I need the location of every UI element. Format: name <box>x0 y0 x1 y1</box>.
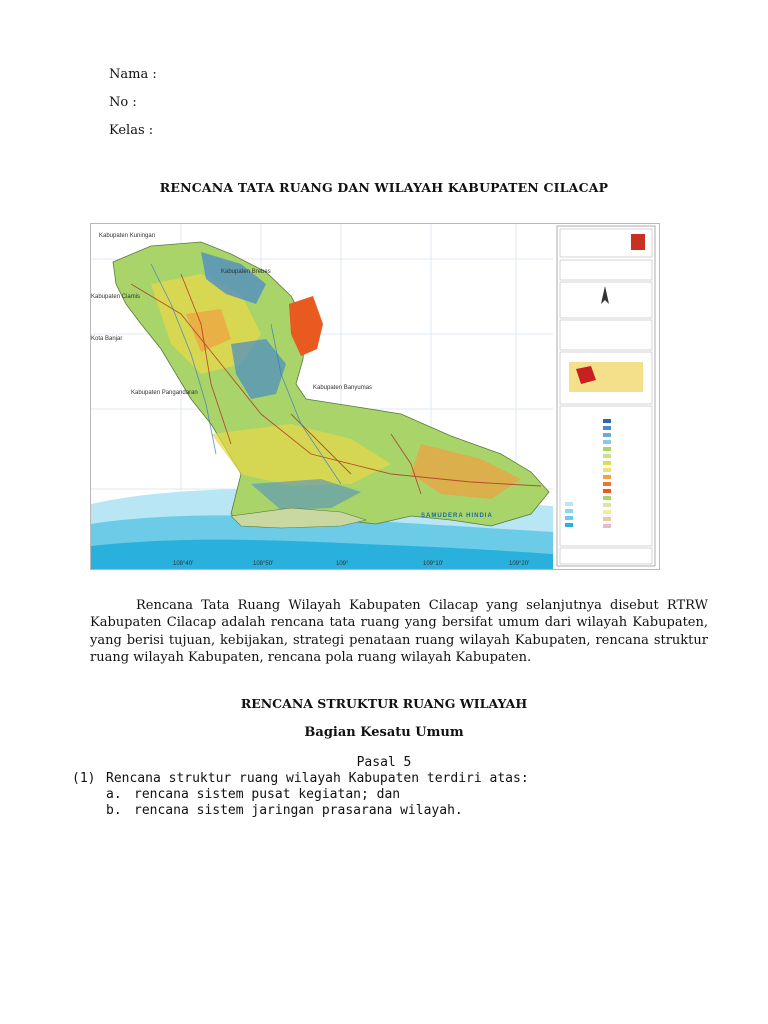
item-text: Rencana struktur ruang wilayah Kabupaten terdiri atas: <box>106 771 529 786</box>
map-legend-panel <box>557 226 655 566</box>
regional-map <box>90 223 660 570</box>
map-svg <box>91 224 659 569</box>
label-banjar: Kota Banjar <box>91 336 123 342</box>
subitem-a-letter: a. <box>106 787 122 802</box>
label-kuningan: Kabupaten Kuningan <box>99 233 156 239</box>
number-field-label: No : <box>109 95 137 110</box>
section-heading: RENCANA STRUKTUR RUANG WILAYAH <box>240 696 528 711</box>
class-field-label: Kelas : <box>109 123 154 138</box>
subitem-a-text: rencana sistem pusat kegiatan; dan <box>134 787 401 802</box>
label-lon-4: 109°10' <box>423 561 444 567</box>
article-title: Pasal 5 <box>356 755 412 770</box>
label-ciamis: Kabupaten Ciamis <box>91 294 141 300</box>
label-lon-5: 109°20' <box>509 561 530 567</box>
intro-paragraph: Rencana Tata Ruang Wilayah Kabupaten Cilacap yang selanjutnya disebut RTRW Kabupaten Cilacap adalah rencana tata ruang yang bersifat umum dari wilayah Kabupaten, yang berisi tujuan, kebijakan, strategi penataan ruang wilayah Kabupaten, rencana struktur ruang wilayah Kabupaten, rencana pola ruang wilayah Kabupaten. <box>90 598 708 666</box>
name-field-label: Nama : <box>109 67 157 82</box>
section-subheading: Bagian Kesatu Umum <box>304 725 464 740</box>
label-ocean: SAMUDERA HINDIA <box>421 513 493 519</box>
label-brebes: Kabupaten Brebes <box>221 269 271 275</box>
document-title: RENCANA TATA RUANG DAN WILAYAH KABUPATEN CILACAP <box>159 180 609 195</box>
label-pangandaran: Kabupaten Pangandaran <box>131 390 198 396</box>
item-number: (1) <box>72 771 96 786</box>
label-lon-3: 109° <box>336 561 349 567</box>
subitem-b-text: rencana sistem jaringan prasarana wilayah. <box>134 803 463 818</box>
label-lon-2: 108°50' <box>253 561 274 567</box>
subitem-b-letter: b. <box>106 803 122 818</box>
regency-seal-icon <box>631 234 645 250</box>
label-lon-1: 108°40' <box>173 561 194 567</box>
label-banyumas: Kabupaten Banyumas <box>313 385 373 391</box>
